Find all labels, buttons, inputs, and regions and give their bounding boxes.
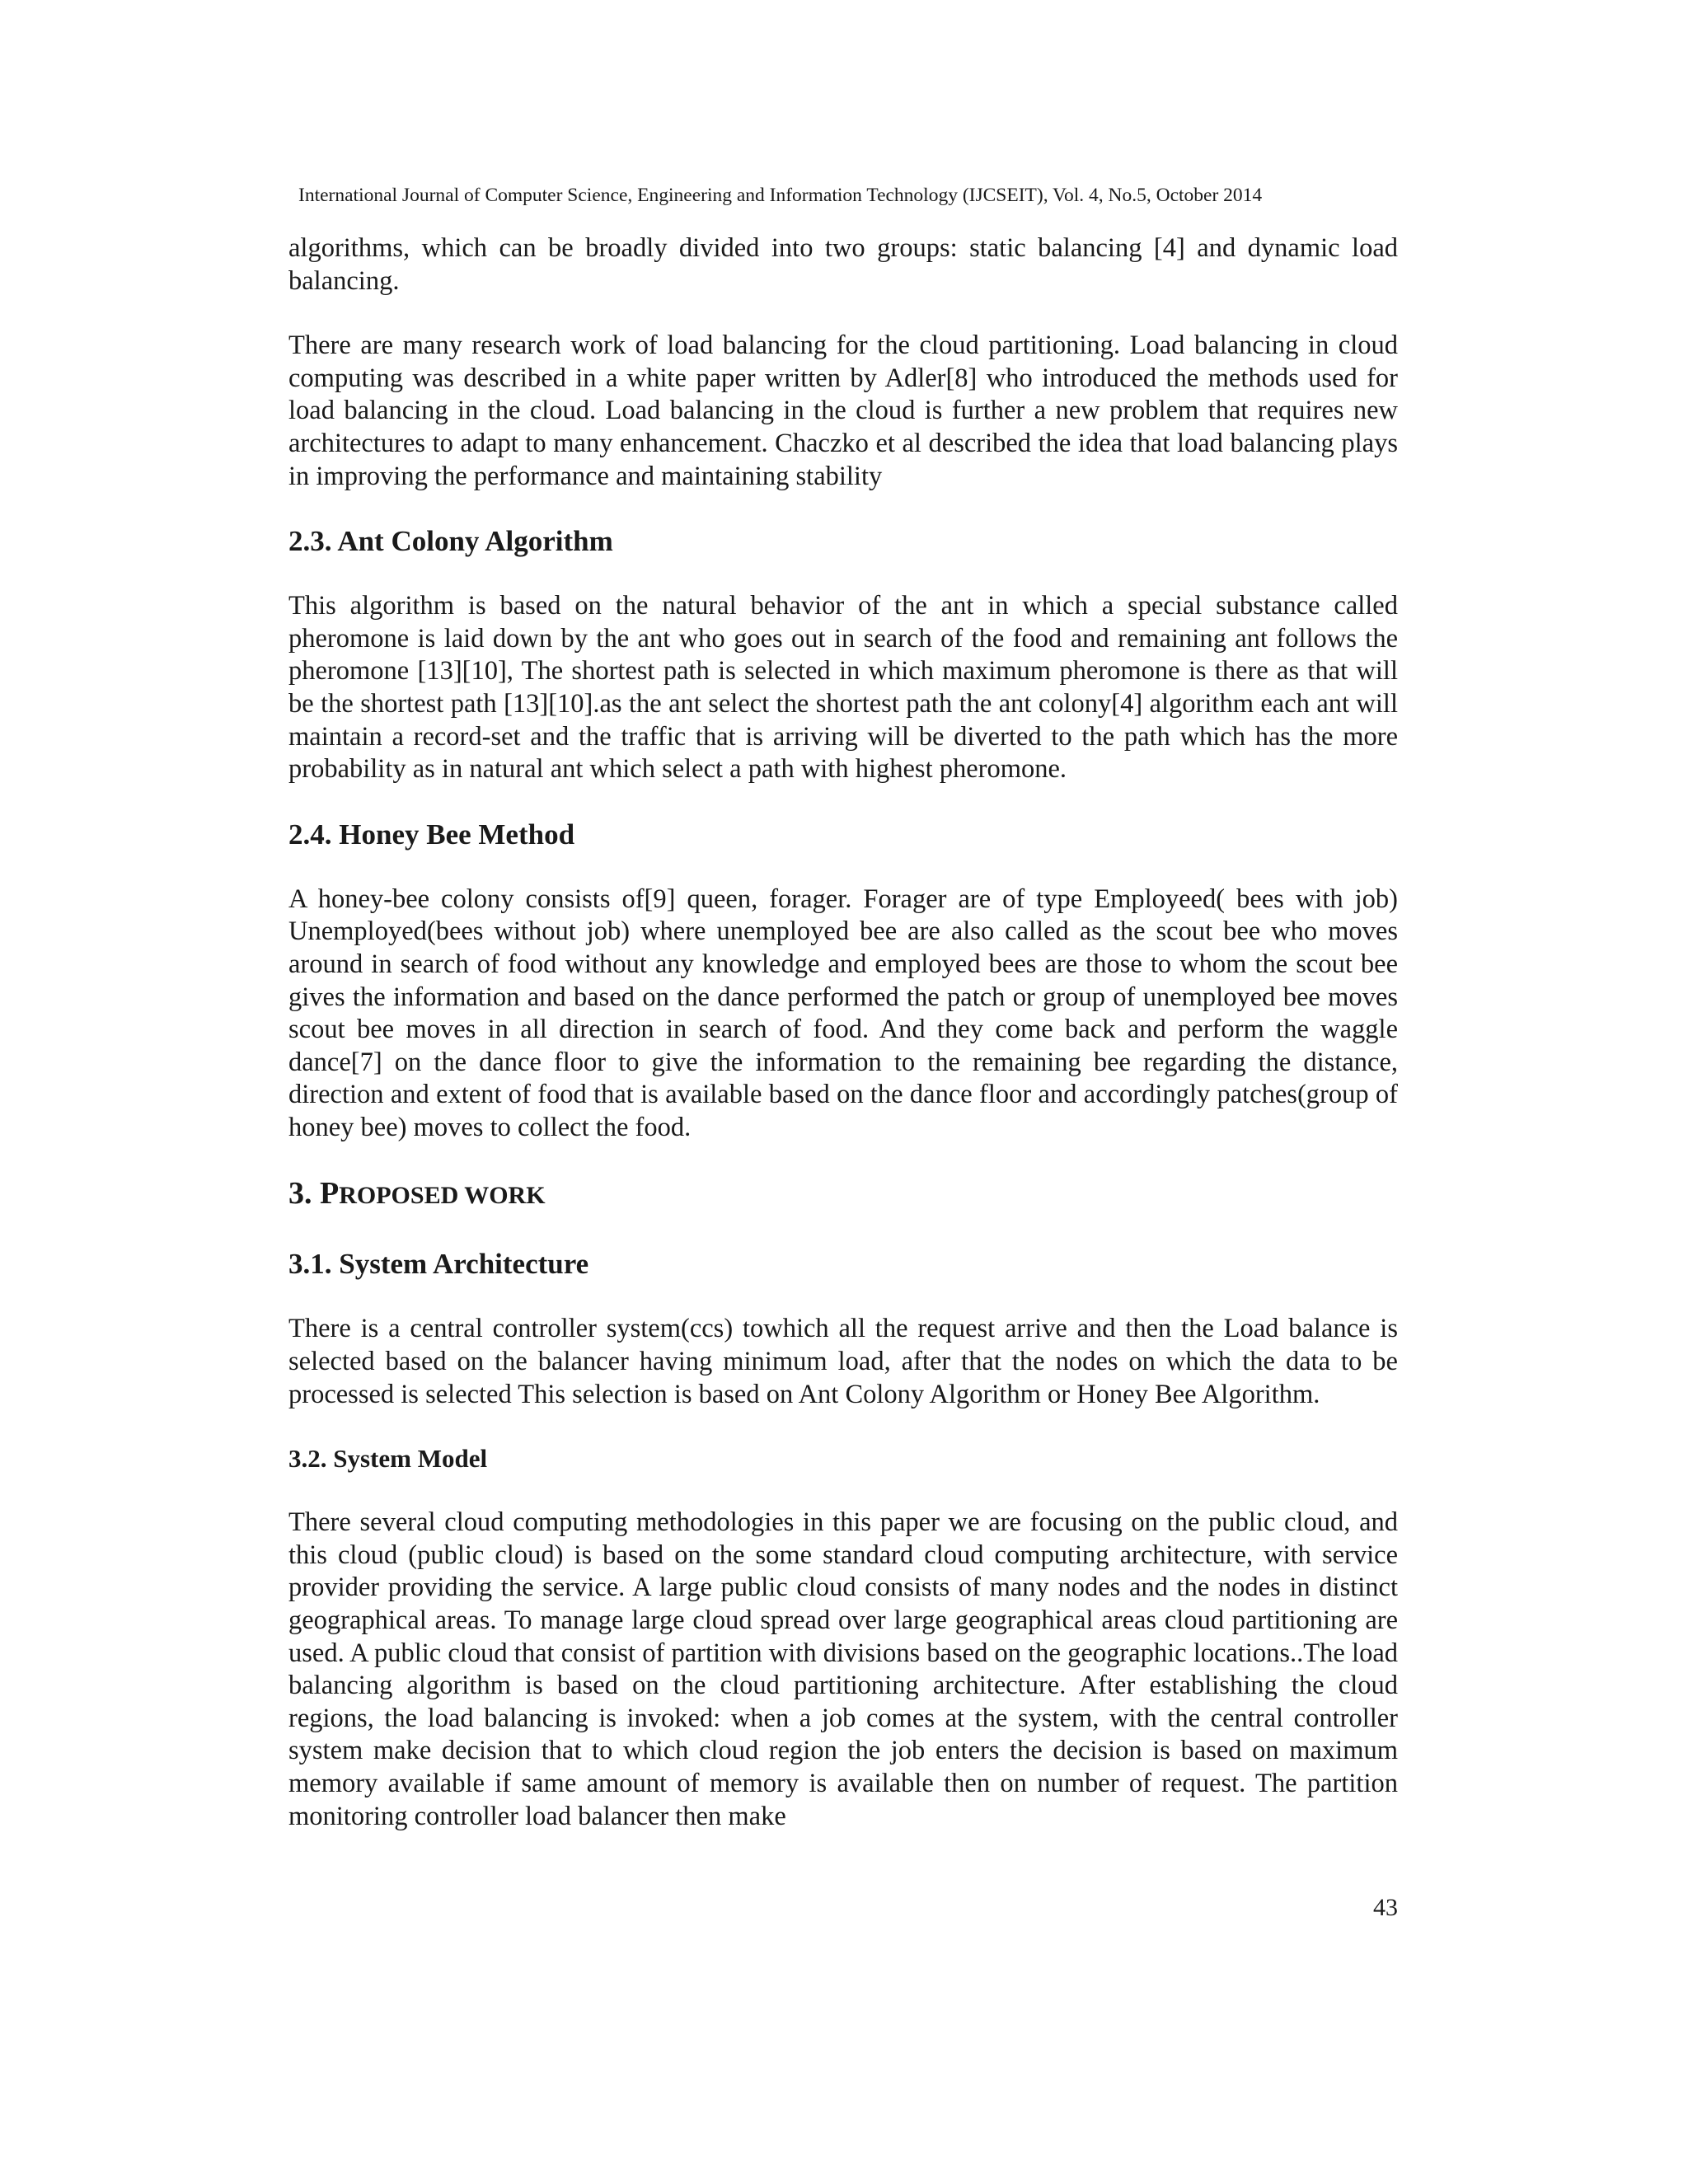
system-architecture-paragraph: There is a central controller system(ccs) towhich all the request arrive and then the Load balance is selected based on the balancer having minimum load, after that the nodes on which the data to be processed is selected This selection is based on Ant Colony Algorithm or Honey Bee Algorithm. [288,1314,1398,1409]
page-content [288,232,1398,1833]
heading-small-caps: ROPOSED WORK [339,1182,546,1210]
research-paragraph: There are many research work of load balancing for the cloud partitioning. Load balancing in cloud computing was described in a white paper written by Adler[8] who introduced the methods used for load balancing in the cloud. Load balancing in the cloud is further a new problem that requires new architectures to adapt to many enhancement. Chaczko et al described the idea that load balancing plays in improving the performance and maintaining stability [288,330,1398,491]
heading-number: 3. [288,1176,312,1212]
ant-colony-paragraph: This algorithm is based on the natural behavior of the ant in which a special substance called pheromone is laid down by the ant who goes out in search of the food and remaining ant follows the pheromone [13][10], The shortest path is selected in which maximum pheromone is there as that will be the shortest path [13][10].as the ant select the shortest path the ant colony[4] algorithm each ant will maintain a record-set and the traffic that is arriving will be diverted to the path which has the more probability as in natural ant which select a path with highest pheromone. [288,591,1398,785]
section-heading-system-architecture: 3.1. System Architecture [288,1248,589,1281]
running-header: International Journal of Computer Science, Engineering and Information Technology (IJCSEIT), Vol. 4, No.5, October 2014 [298,185,1263,206]
page-number: 43 [1373,1894,1398,1921]
section-heading-honey-bee: 2.4. Honey Bee Method [288,818,575,851]
section-heading-ant-colony: 2.3. Ant Colony Algorithm [288,525,613,558]
intro-continuation-paragraph: algorithms, which can be broadly divided into two groups: static balancing [4] and dynamic load balancing. [288,233,1398,296]
heading-cap-letter: P [320,1176,340,1212]
section-heading-proposed-work [288,1175,1398,1214]
honey-bee-paragraph: A honey-bee colony consists of[9] queen, forager. Forager are of type Employeed( bees with job) Unemployed(bees without job) where unemployed bee are also called as the scout bee who moves around in search of food without any knowledge and employed bees are those to whom the scout bee gives the information and based on the dance performed the patch or group of unemployed bee moves scout bee moves in all direction in search of food. And they come back and perform the waggle dance[7] on the dance floor to give the information to the remaining bee regarding the distance, direction and extent of food that is available based on the dance floor and accordingly patches(group of honey bee) moves to collect the food. [288,883,1398,1142]
section-heading-system-model: 3.2. System Model [288,1444,488,1474]
system-model-paragraph: There several cloud computing methodologies in this paper we are focusing on the public cloud, and this cloud (public cloud) is based on the some standard cloud computing architecture, with service provider providing the service. A large public cloud consists of many nodes and the nodes in distinct geographical areas. To manage large cloud spread over large geographical areas cloud partitioning are used. A public cloud that consist of partition with divisions based on the geographic locations..The load balancing algorithm is based on the cloud partitioning architecture. After establishing the cloud regions, the load balancing is invoked: when a job comes at the system, with the central controller system make decision that to which cloud region the job enters the decision is based on maximum memory available if same amount of memory is available then on number of request. The partition monitoring controller load balancer then make [288,1507,1398,1831]
